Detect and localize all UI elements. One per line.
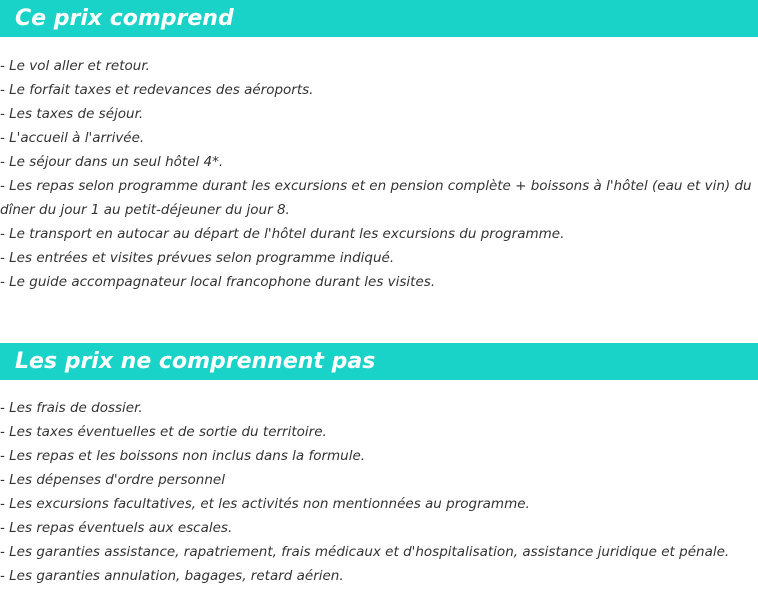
list-item: - Les repas selon programme durant les excursions et en pension complète + boissons à l'hôtel (eau et vin) du dîner du jour 1 au petit-déjeuner du jour 8. [0, 178, 752, 218]
list-item: - Les repas éventuels aux escales. [0, 520, 233, 536]
list-item: - Les taxes de séjour. [0, 106, 144, 122]
list-item: - L'accueil à l'arrivée. [0, 130, 145, 146]
list-item: - Les taxes éventuelles et de sortie du territoire. [0, 424, 327, 440]
included-list [0, 54, 758, 294]
list-item: - Les garanties annulation, bagages, retard aérien. [0, 568, 344, 584]
list-item: - Les frais de dossier. [0, 400, 143, 416]
list-item: - Le forfait taxes et redevances des aéroports. [0, 82, 314, 98]
list-item: - Le vol aller et retour. [0, 58, 150, 74]
excluded-section [0, 343, 758, 588]
excluded-list [0, 396, 758, 588]
included-heading: Ce prix comprend [0, 0, 758, 37]
list-item: - Les repas et les boissons non inclus dans la formule. [0, 448, 366, 464]
list-item: - Les dépenses d'ordre personnel [0, 472, 225, 488]
list-item: - Le transport en autocar au départ de l'hôtel durant les excursions du programme. [0, 226, 565, 242]
list-item: - Les entrées et visites prévues selon programme indiqué. [0, 250, 395, 266]
list-item: - Le guide accompagnateur local francophone durant les visites. [0, 274, 436, 290]
list-item: - Les garanties assistance, rapatriement, frais médicaux et d'hospitalisation, assistance juridique et pénale. [0, 544, 730, 560]
list-item: - Les excursions facultatives, et les activités non mentionnées au programme. [0, 496, 530, 512]
excluded-heading: Les prix ne comprennent pas [0, 343, 758, 380]
list-item: - Le séjour dans un seul hôtel 4*. [0, 154, 224, 170]
included-section [0, 0, 758, 294]
